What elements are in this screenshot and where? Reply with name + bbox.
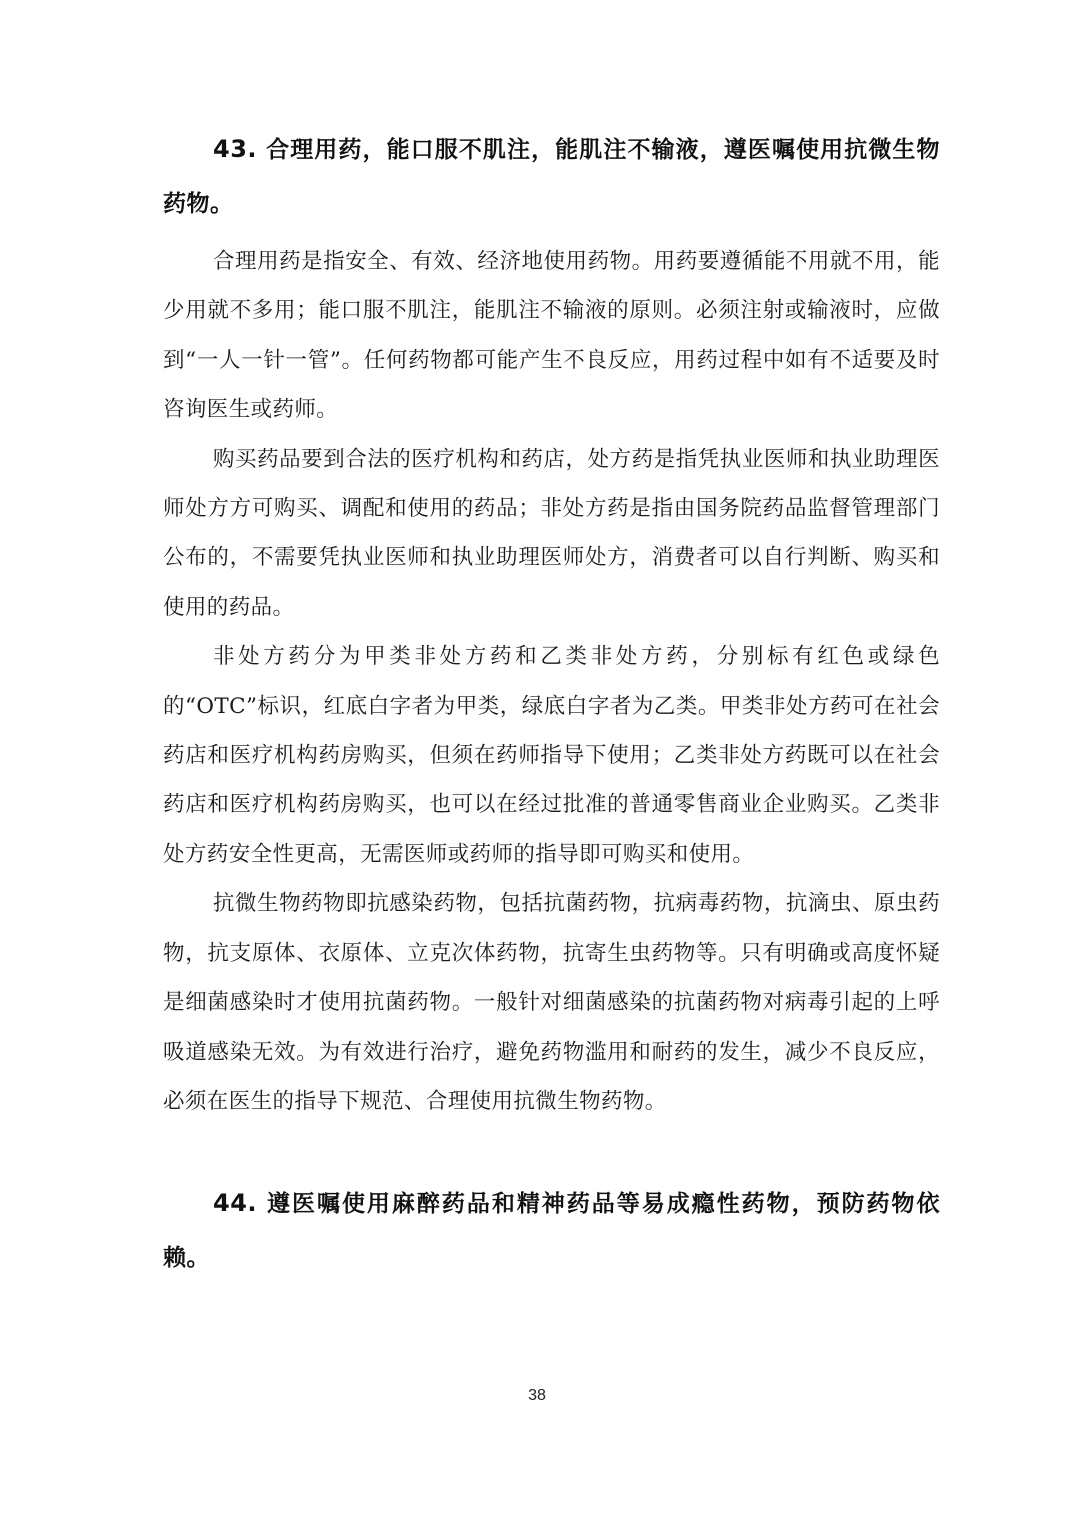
page-content <box>163 122 940 1285</box>
paragraph: 购买药品要到合法的医疗机构和药店，处方药是指凭执业医师和执业助理医师处方方可购买、调配和使用的药品；非处方药是指由国务院药品监督管理部门公布的，不需要凭执业医师和执业助理医师处方，消费者可以自行判断、购买和使用的药品。 <box>163 446 940 620</box>
section-title: 合理用药，能口服不肌注，能肌注不输液，遵医嘱使用抗微生物药物。 <box>163 137 941 217</box>
section-number: 43. <box>213 135 258 163</box>
section-heading-44 <box>163 1176 940 1285</box>
section-title: 遵医嘱使用麻醉药品和精神药品等易成瘾性药物，预防药物依赖。 <box>163 1191 941 1272</box>
section-heading-43 <box>163 122 940 231</box>
paragraph: 合理用药是指安全、有效、经济地使用药物。用药要遵循能不用就不用，能少用就不多用；能口服不肌注，能肌注不输液的原则。必须注射或输液时，应做到“一人一针一管”。任何药物都可能产生不良反应，用药过程中如有不适要及时咨询医生或药师。 <box>163 249 940 423</box>
page-number: 38 <box>528 1387 546 1404</box>
section-number: 44. <box>213 1189 258 1218</box>
paragraph: 抗微生物药物即抗感染药物，包括抗菌药物，抗病毒药物，抗滴虫、原虫药物，抗支原体、衣原体、立克次体药物，抗寄生虫药物等。只有明确或高度怀疑是细菌感染时才使用抗菌药物。一般针对细菌感染的抗菌药物对病毒引起的上呼吸道感染无效。为有效进行治疗，避免药物滥用和耐药的发生，减少不良反应，必须在医生的指导下规范、合理使用抗微生物药物。 <box>163 891 940 1114</box>
paragraph: 非处方药分为甲类非处方药和乙类非处方药，分别标有红色或绿色的“OTC”标识，红底白字者为甲类，绿底白字者为乙类。甲类非处方药可在社会药店和医疗机构药房购买，但须在药师指导下使用；乙类非处方药既可以在社会药店和医疗机构药房购买，也可以在经过批准的普通零售商业企业购买。乙类非处方药安全性更高，无需医师或药师的指导即可购买和使用。 <box>163 644 940 867</box>
